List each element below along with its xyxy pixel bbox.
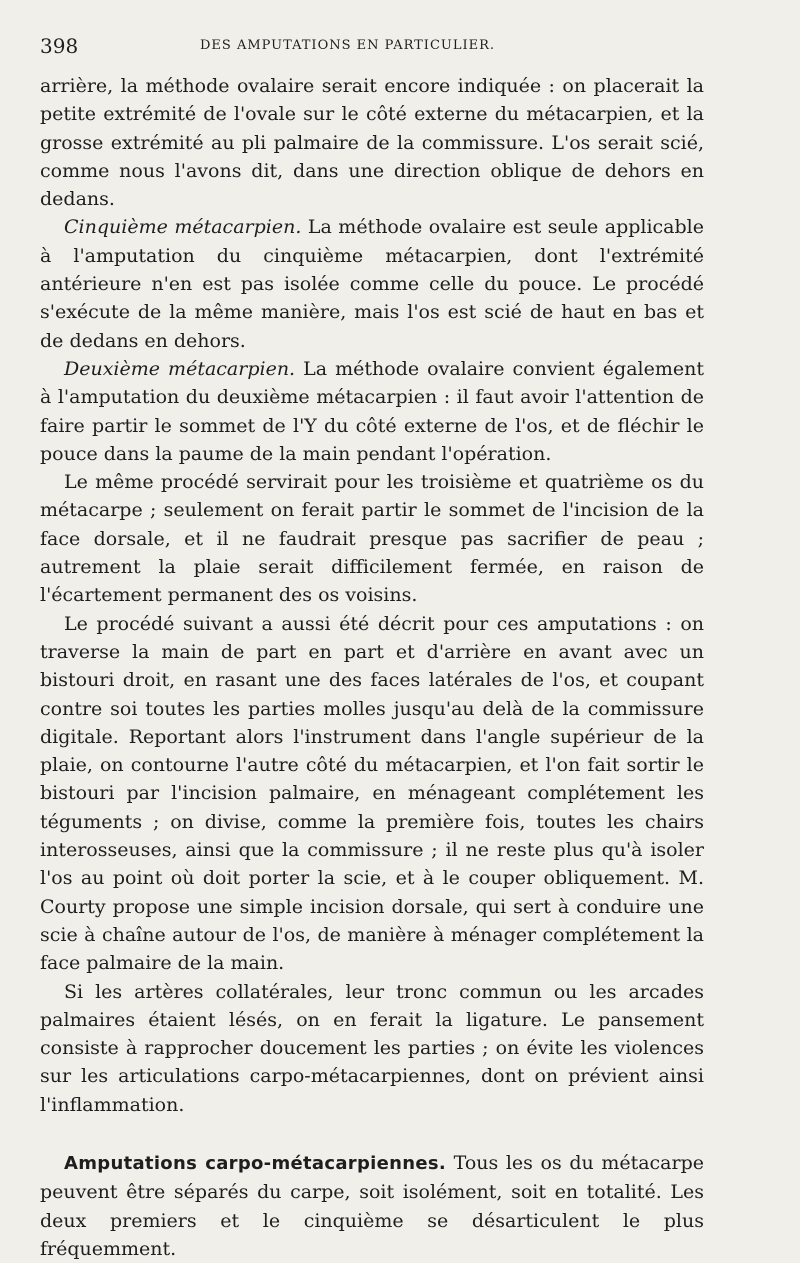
section-gap <box>40 1119 704 1149</box>
paragraph-cinquieme: Cinquième métacarpien. La méthode ovalaire est seule applicable à l'amputation du cinquième métacarpien, dont l'extrémité antérieure n'en est pas isolée comme celle du pouce. Le procédé s'exécute de la même manière, mais l'os est scié de haut en bas et de dedans en dehors. <box>40 216 704 352</box>
italic-head-cinquieme: Cinquième métacarpien. <box>64 216 302 239</box>
paragraph-1: arrière, la méthode ovalaire serait encore indiquée : on placerait la petite extrémité de l'ovale sur le côté externe du métacarpien, et la grosse extrémité au pli palmaire de la commissure. L'os serait scié, comme nous l'avons dit, dans une direction oblique de dehors en dedans. <box>40 75 704 211</box>
paragraph-section: Amputations carpo-métacarpiennes. Tous les os du métacarpe peuvent être séparés du carpe, soit isolément, soit en totalité. Les deux premiers et le cinquième se désarticulent le plus fréquemment. <box>40 1151 704 1260</box>
running-head <box>40 34 704 64</box>
paragraph-6: Si les artères collatérales, leur tronc commun ou les arcades palmaires étaient lésés, on en ferait la ligature. Le pansement consiste à rapprocher doucement les parties ; on évite les violences sur les articulations carpo-métacarpiennes, dont on prévient ainsi l'inflammation. <box>40 980 704 1116</box>
section-heading: Amputations carpo-métacarpiennes. <box>64 1152 447 1174</box>
paragraph-deuxieme: Deuxième métacarpien. La méthode ovalaire convient également à l'amputation du deuxième métacarpien : il faut avoir l'attention de faire partir le sommet de l'Y du côté externe de l'os, et de fléchir le pouce dans la paume de la main pendant l'opération. <box>40 357 704 465</box>
paragraph-5: Le procédé suivant a aussi été décrit pour ces amputations : on traverse la main de part en part et d'arrière en avant avec un bistouri droit, en rasant une des faces latérales de l'os, et coupant contre soi toutes les parties molles jusqu'au delà de la commissure digitale. Reportant alors l'instrument dans l'angle supérieur de la plaie, on contourne l'autre côté du métacarpien, et l'on fait sortir le bistouri par l'incision palmaire, en ménageant complétement les téguments ; on divise, comme la première fois, toutes les chairs interosseuses, ainsi que la commissure ; il ne reste plus qu'à isoler l'os au point où doit porter la scie, et à le couper obliquement. M. Courty propose une simple incision dorsale, qui sert à conduire une scie à chaîne autour de l'os, de manière à ménager complétement la face palmaire de la main. <box>40 612 704 975</box>
running-title: DES AMPUTATIONS EN PARTICULIER. <box>200 38 496 53</box>
paragraph-4: Le même procédé servirait pour les troisième et quatrième os du métacarpe ; seulement on ferait partir le sommet de l'incision de la face dorsale, et il ne faudrait presque pas sacrifier de peau ; autrement la plaie serait difficilement fermée, en raison de l'écartement permanent des os voisins. <box>40 471 704 607</box>
italic-head-deuxieme: Deuxième métacarpien. <box>64 357 296 380</box>
page-number: 398 <box>40 34 79 58</box>
